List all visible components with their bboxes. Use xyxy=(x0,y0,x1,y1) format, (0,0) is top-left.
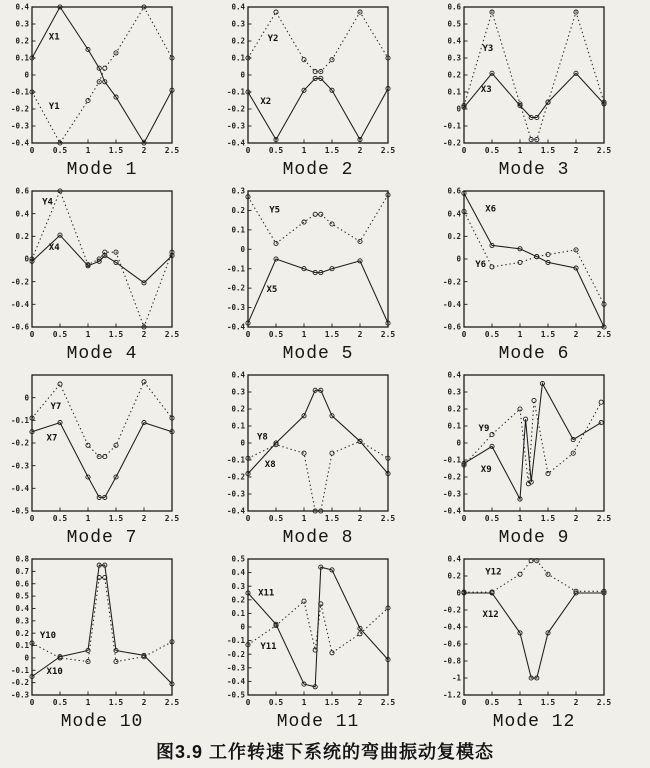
mode-8-label: Mode 8 xyxy=(282,528,354,548)
series-line-x3 xyxy=(464,73,604,117)
y-tick-label: 0.1 xyxy=(15,641,29,651)
y-tick-label: 0.1 xyxy=(231,53,245,63)
data-point-marker xyxy=(86,98,90,102)
data-point-marker xyxy=(313,212,317,216)
y-tick-label: 0.2 xyxy=(15,231,29,241)
x-tick-label: 1.5 xyxy=(108,330,124,339)
y-tick-label: 0.5 xyxy=(15,591,29,601)
y-tick-label: 0.1 xyxy=(231,421,245,431)
x-tick-label: 0 xyxy=(461,698,467,707)
y-tick-label: 0.6 xyxy=(447,2,461,12)
x-tick-label: 2 xyxy=(141,146,147,155)
x-tick-label: 1 xyxy=(301,698,307,707)
y-tick-label: 0.2 xyxy=(231,404,245,414)
x-tick-label: 0 xyxy=(245,330,251,339)
x-tick-label: 1.5 xyxy=(324,698,340,707)
y-tick-label: 0.8 xyxy=(15,554,29,564)
mode-5-label: Mode 5 xyxy=(282,344,354,364)
y-tick-label: -0.5 xyxy=(226,690,245,700)
x-tick-label: 0 xyxy=(461,514,467,523)
x-tick-label: 0 xyxy=(461,330,467,339)
y-tick-label: -0.3 xyxy=(226,121,245,131)
mode-9-label: Mode 9 xyxy=(498,528,570,548)
series-line-x9 xyxy=(464,384,601,500)
x-tick-label: 0 xyxy=(461,146,467,155)
y-tick-label: 0.2 xyxy=(447,404,461,414)
y-tick-label: 0 xyxy=(240,622,245,632)
data-point-marker xyxy=(302,220,306,224)
y-tick-label: -0.2 xyxy=(10,438,29,448)
y-tick-label: 0.2 xyxy=(231,36,245,46)
x-tick-label: 0 xyxy=(29,514,35,523)
x-tick-label: 1 xyxy=(85,146,91,155)
series-label-x1: X1 xyxy=(48,32,60,43)
y-tick-label: -0.4 xyxy=(226,322,245,332)
mode-11-plot xyxy=(218,554,430,714)
x-tick-label: 2 xyxy=(573,330,579,339)
series-label-y2: Y2 xyxy=(267,34,279,44)
mode-6-plot xyxy=(434,186,646,346)
data-point-marker xyxy=(358,632,362,636)
mode-12-panel xyxy=(434,554,650,738)
x-tick-label: 2 xyxy=(357,330,363,339)
x-tick-label: 2.5 xyxy=(380,514,396,523)
y-tick-label: -0.1 xyxy=(10,415,29,425)
figure-caption: 图3.9 工作转速下系统的弯曲振动复模态 xyxy=(155,742,495,762)
mode-5-plot xyxy=(218,186,430,346)
series-label-y1: Y1 xyxy=(48,102,60,112)
x-tick-label: 2.5 xyxy=(380,146,396,155)
x-tick-label: 2 xyxy=(141,330,147,339)
y-tick-label: -0.1 xyxy=(442,455,461,465)
y-tick-label: 0.4 xyxy=(15,604,29,614)
y-tick-label: 0 xyxy=(24,653,29,663)
x-tick-label: 1.5 xyxy=(108,514,124,523)
mode-4-label: Mode 4 xyxy=(66,344,138,364)
y-tick-label: -0.5 xyxy=(10,506,29,516)
y-tick-label: 0.2 xyxy=(15,36,29,46)
mode-6-panel xyxy=(434,186,650,370)
mode-1-plot xyxy=(2,2,214,162)
series-label-y6: Y6 xyxy=(475,259,487,270)
x-tick-label: 2.5 xyxy=(164,698,180,707)
y-tick-label: -0.2 xyxy=(442,277,461,287)
x-tick-label: 1 xyxy=(517,514,523,523)
x-tick-label: 1 xyxy=(301,146,307,155)
mode-2-plot xyxy=(218,2,430,162)
y-tick-label: -0.3 xyxy=(226,663,245,673)
series-line-y6 xyxy=(464,211,604,304)
x-tick-label: 2.5 xyxy=(596,146,612,155)
mode-3-plot xyxy=(434,2,646,162)
y-tick-label: 0.1 xyxy=(447,421,461,431)
data-point-marker xyxy=(86,443,90,447)
y-tick-label: -0.4 xyxy=(442,622,461,632)
mode-7-label: Mode 7 xyxy=(66,528,138,548)
y-tick-label: -0.4 xyxy=(10,483,29,493)
y-tick-label: 0.6 xyxy=(15,186,29,196)
y-tick-label: -0.3 xyxy=(442,489,461,499)
mode-10-panel xyxy=(2,554,218,738)
data-point-marker xyxy=(330,451,334,455)
y-tick-label: 0 xyxy=(456,254,461,264)
x-tick-label: 0.5 xyxy=(52,514,68,523)
mode-12-label: Mode 12 xyxy=(492,712,576,732)
mode-4-plot xyxy=(2,186,214,346)
y-tick-label: -0.6 xyxy=(442,639,461,649)
series-label-y8: Y8 xyxy=(256,432,268,443)
mode-4-panel xyxy=(2,186,218,370)
y-tick-label: -0.1 xyxy=(226,636,245,646)
y-tick-label: 0.3 xyxy=(231,19,245,29)
x-tick-label: 1 xyxy=(85,698,91,707)
y-tick-label: -0.4 xyxy=(226,677,245,686)
y-tick-label: -0.8 xyxy=(442,656,461,666)
y-tick-label: 0.2 xyxy=(15,628,29,638)
y-tick-label: 0.2 xyxy=(231,206,245,216)
series-label-y7: Y7 xyxy=(50,402,62,412)
y-tick-label: -0.2 xyxy=(226,649,245,659)
y-tick-label: 0 xyxy=(456,438,461,448)
series-label-x6: X6 xyxy=(485,204,497,215)
mode-8-plot xyxy=(218,370,430,530)
x-tick-label: 0.5 xyxy=(484,514,500,523)
y-tick-label: 0.3 xyxy=(15,19,29,29)
y-tick-label: -0.2 xyxy=(10,104,29,114)
series-line-x1 xyxy=(32,7,172,143)
x-tick-label: 2.5 xyxy=(596,330,612,339)
x-tick-label: 1 xyxy=(517,698,523,707)
data-point-marker xyxy=(330,651,334,655)
y-tick-label: 0 xyxy=(240,244,245,254)
x-tick-label: 1.5 xyxy=(108,698,124,707)
mode-7-panel xyxy=(2,370,218,554)
series-label-y11: Y11 xyxy=(260,641,277,652)
x-tick-label: 1.5 xyxy=(540,146,556,155)
series-label-x8: X8 xyxy=(264,459,276,470)
x-tick-label: 1.5 xyxy=(324,330,340,339)
series-line-y5 xyxy=(248,195,388,244)
y-tick-label: -1 xyxy=(451,673,461,683)
mode-8-panel xyxy=(218,370,434,554)
data-point-marker xyxy=(142,380,146,384)
x-tick-label: 2.5 xyxy=(164,146,180,155)
series-line-y7 xyxy=(32,382,172,457)
x-tick-label: 2.5 xyxy=(164,514,180,523)
y-tick-label: 0.6 xyxy=(447,186,461,196)
y-tick-label: -0.3 xyxy=(226,303,245,313)
y-tick-label: 0.4 xyxy=(231,370,245,380)
x-tick-label: 2.5 xyxy=(380,330,396,339)
data-point-marker xyxy=(114,660,118,664)
series-label-x10: X10 xyxy=(46,666,63,677)
mode-11-panel xyxy=(218,554,434,738)
data-point-marker xyxy=(302,58,306,62)
y-tick-label: 0.1 xyxy=(447,87,461,97)
x-tick-label: 2 xyxy=(141,514,147,523)
x-tick-label: 2 xyxy=(357,698,363,707)
x-tick-label: 0.5 xyxy=(268,146,284,155)
y-tick-label: -0.2 xyxy=(10,678,29,688)
y-tick-label: 0.3 xyxy=(231,387,245,397)
y-tick-label: -1.2 xyxy=(442,690,461,700)
series-line-x2 xyxy=(248,78,388,139)
y-tick-label: -0.4 xyxy=(10,299,29,309)
mode-9-panel xyxy=(434,370,650,554)
y-tick-label: -0.4 xyxy=(226,506,245,516)
series-line-y10 xyxy=(32,578,172,662)
y-tick-label: -0.1 xyxy=(226,87,245,97)
x-tick-label: 1 xyxy=(517,146,523,155)
series-label-y9: Y9 xyxy=(478,424,490,435)
y-tick-label: -0.3 xyxy=(226,489,245,499)
data-point-marker xyxy=(274,10,278,14)
y-tick-label: 0.1 xyxy=(231,225,245,235)
x-tick-label: 2 xyxy=(357,146,363,155)
series-label-x5: X5 xyxy=(266,285,278,296)
x-tick-label: 2 xyxy=(573,146,579,155)
x-tick-label: 0.5 xyxy=(52,698,68,707)
x-tick-label: 1 xyxy=(301,330,307,339)
y-tick-label: -0.6 xyxy=(442,322,461,332)
y-tick-label: 0.7 xyxy=(15,566,29,576)
series-label-x12: X12 xyxy=(482,609,499,620)
x-tick-label: 1 xyxy=(517,330,523,339)
y-tick-label: -0.2 xyxy=(442,138,461,148)
y-tick-label: 0.5 xyxy=(447,19,461,29)
x-tick-label: 0 xyxy=(29,146,35,155)
data-point-marker xyxy=(319,212,323,216)
x-tick-label: 1.5 xyxy=(540,330,556,339)
y-tick-label: -0.4 xyxy=(442,506,461,516)
y-tick-label: -0.3 xyxy=(10,121,29,131)
y-tick-label: -0.1 xyxy=(10,87,29,97)
x-tick-label: 2.5 xyxy=(596,698,612,707)
y-tick-label: 0.6 xyxy=(15,579,29,589)
mode-5-panel xyxy=(218,186,434,370)
mode-10-plot xyxy=(2,554,214,714)
x-tick-label: 2 xyxy=(573,514,579,523)
y-tick-label: 0 xyxy=(456,104,461,114)
y-tick-label: 0.4 xyxy=(447,370,461,380)
data-point-marker xyxy=(330,222,334,226)
x-tick-label: 2.5 xyxy=(596,514,612,523)
mode-1-panel xyxy=(2,2,218,186)
y-tick-label: 0.2 xyxy=(447,571,461,581)
x-tick-label: 2.5 xyxy=(380,698,396,707)
x-tick-label: 1.5 xyxy=(108,146,124,155)
y-tick-label: 0 xyxy=(456,588,461,598)
x-tick-label: 1 xyxy=(85,514,91,523)
x-tick-label: 0 xyxy=(245,514,251,523)
series-line-x12 xyxy=(464,593,604,678)
y-tick-label: 0.3 xyxy=(231,581,245,591)
x-tick-label: 2 xyxy=(573,698,579,707)
data-point-marker xyxy=(529,138,533,142)
x-tick-label: 0.5 xyxy=(52,330,68,339)
data-point-marker xyxy=(599,400,603,404)
y-tick-label: 0.4 xyxy=(447,554,461,564)
y-tick-label: 0.2 xyxy=(447,70,461,80)
y-tick-label: 0.4 xyxy=(15,2,29,12)
mode-2-label: Mode 2 xyxy=(282,160,354,180)
data-point-marker xyxy=(274,241,278,245)
y-tick-label: -0.1 xyxy=(442,121,461,131)
data-point-marker xyxy=(518,572,522,576)
series-label-x3: X3 xyxy=(480,85,492,95)
y-tick-label: 0.1 xyxy=(15,53,29,63)
series-label-x2: X2 xyxy=(260,96,272,107)
mode-3-panel xyxy=(434,2,650,186)
y-tick-label: -0.1 xyxy=(10,665,29,675)
series-line-y8 xyxy=(248,441,388,511)
y-tick-label: -0.2 xyxy=(226,472,245,482)
y-tick-label: -0.2 xyxy=(226,283,245,293)
y-tick-label: 0.3 xyxy=(231,186,245,196)
y-tick-label: -0.1 xyxy=(226,264,245,274)
mode-10-label: Mode 10 xyxy=(60,712,144,732)
series-label-x9: X9 xyxy=(480,464,492,475)
y-tick-label: -0.6 xyxy=(10,322,29,332)
y-tick-label: 0.4 xyxy=(231,2,245,12)
series-label-y12: Y12 xyxy=(485,567,502,578)
y-tick-label: 0 xyxy=(24,393,29,403)
y-tick-label: -0.3 xyxy=(10,690,29,700)
y-tick-label: 0.4 xyxy=(447,209,461,219)
mode-6-label: Mode 6 xyxy=(498,344,570,364)
mode-7-plot xyxy=(2,370,214,530)
x-tick-label: 0.5 xyxy=(484,698,500,707)
x-tick-label: 1 xyxy=(85,330,91,339)
x-tick-label: 0.5 xyxy=(268,330,284,339)
data-point-marker xyxy=(58,382,62,386)
x-tick-label: 1 xyxy=(301,514,307,523)
y-tick-label: -0.4 xyxy=(10,138,29,148)
series-label-x4: X4 xyxy=(48,242,60,253)
series-label-y10: Y10 xyxy=(39,631,57,642)
y-tick-label: 0.3 xyxy=(447,53,461,63)
y-tick-label: -0.2 xyxy=(442,472,461,482)
x-tick-label: 0 xyxy=(245,146,251,155)
y-tick-label: 0.3 xyxy=(15,616,29,626)
y-tick-label: -0.4 xyxy=(226,138,245,148)
x-tick-label: 0.5 xyxy=(484,330,500,339)
y-tick-label: 0 xyxy=(24,70,29,80)
y-tick-label: 0.1 xyxy=(231,609,245,618)
data-point-marker xyxy=(490,432,494,436)
mode-11-label: Mode 11 xyxy=(276,712,360,732)
series-label-y5: Y5 xyxy=(269,205,281,216)
x-tick-label: 1.5 xyxy=(324,514,340,523)
y-tick-label: -0.1 xyxy=(226,455,245,465)
y-tick-label: 0.4 xyxy=(15,209,29,219)
y-tick-label: -0.2 xyxy=(226,104,245,114)
x-tick-label: 1.5 xyxy=(540,514,556,523)
y-tick-label: 0.4 xyxy=(447,36,461,46)
y-tick-label: -0.4 xyxy=(442,299,461,309)
y-tick-label: -0.3 xyxy=(10,461,29,471)
x-tick-label: 1.5 xyxy=(540,698,556,707)
y-tick-label: 0 xyxy=(24,254,29,264)
y-tick-label: 0.2 xyxy=(447,231,461,241)
y-tick-label: -0.2 xyxy=(10,277,29,287)
y-tick-label: 0 xyxy=(240,70,245,80)
x-tick-label: 2 xyxy=(141,698,147,707)
x-tick-label: 2 xyxy=(357,514,363,523)
data-point-marker xyxy=(103,66,107,70)
y-tick-label: 0.5 xyxy=(231,554,245,564)
mode-1-label: Mode 1 xyxy=(66,160,138,180)
x-tick-label: 0 xyxy=(245,698,251,707)
series-label-x7: X7 xyxy=(46,433,58,444)
x-tick-label: 2.5 xyxy=(164,330,180,339)
series-label-y3: Y3 xyxy=(482,44,494,55)
y-tick-label: 0 xyxy=(240,438,245,448)
y-tick-label: 0.3 xyxy=(447,387,461,397)
x-tick-label: 0.5 xyxy=(484,146,500,155)
x-tick-label: 0 xyxy=(29,698,35,707)
x-tick-label: 0.5 xyxy=(52,146,68,155)
mode-9-plot xyxy=(434,370,646,530)
mode-12-plot xyxy=(434,554,646,714)
data-point-marker xyxy=(114,443,118,447)
mode-3-label: Mode 3 xyxy=(498,160,570,180)
x-tick-label: 0 xyxy=(29,330,35,339)
x-tick-label: 0.5 xyxy=(268,698,284,707)
series-label-y4: Y4 xyxy=(42,197,53,208)
series-line-y3 xyxy=(464,12,604,140)
y-tick-label: -0.2 xyxy=(442,605,461,615)
y-tick-label: 0.4 xyxy=(231,568,245,578)
x-tick-label: 1.5 xyxy=(324,146,340,155)
y-tick-label: 0.2 xyxy=(231,595,245,605)
x-tick-label: 0.5 xyxy=(268,514,284,523)
series-label-x11: X11 xyxy=(258,588,275,599)
mode-2-panel xyxy=(218,2,434,186)
